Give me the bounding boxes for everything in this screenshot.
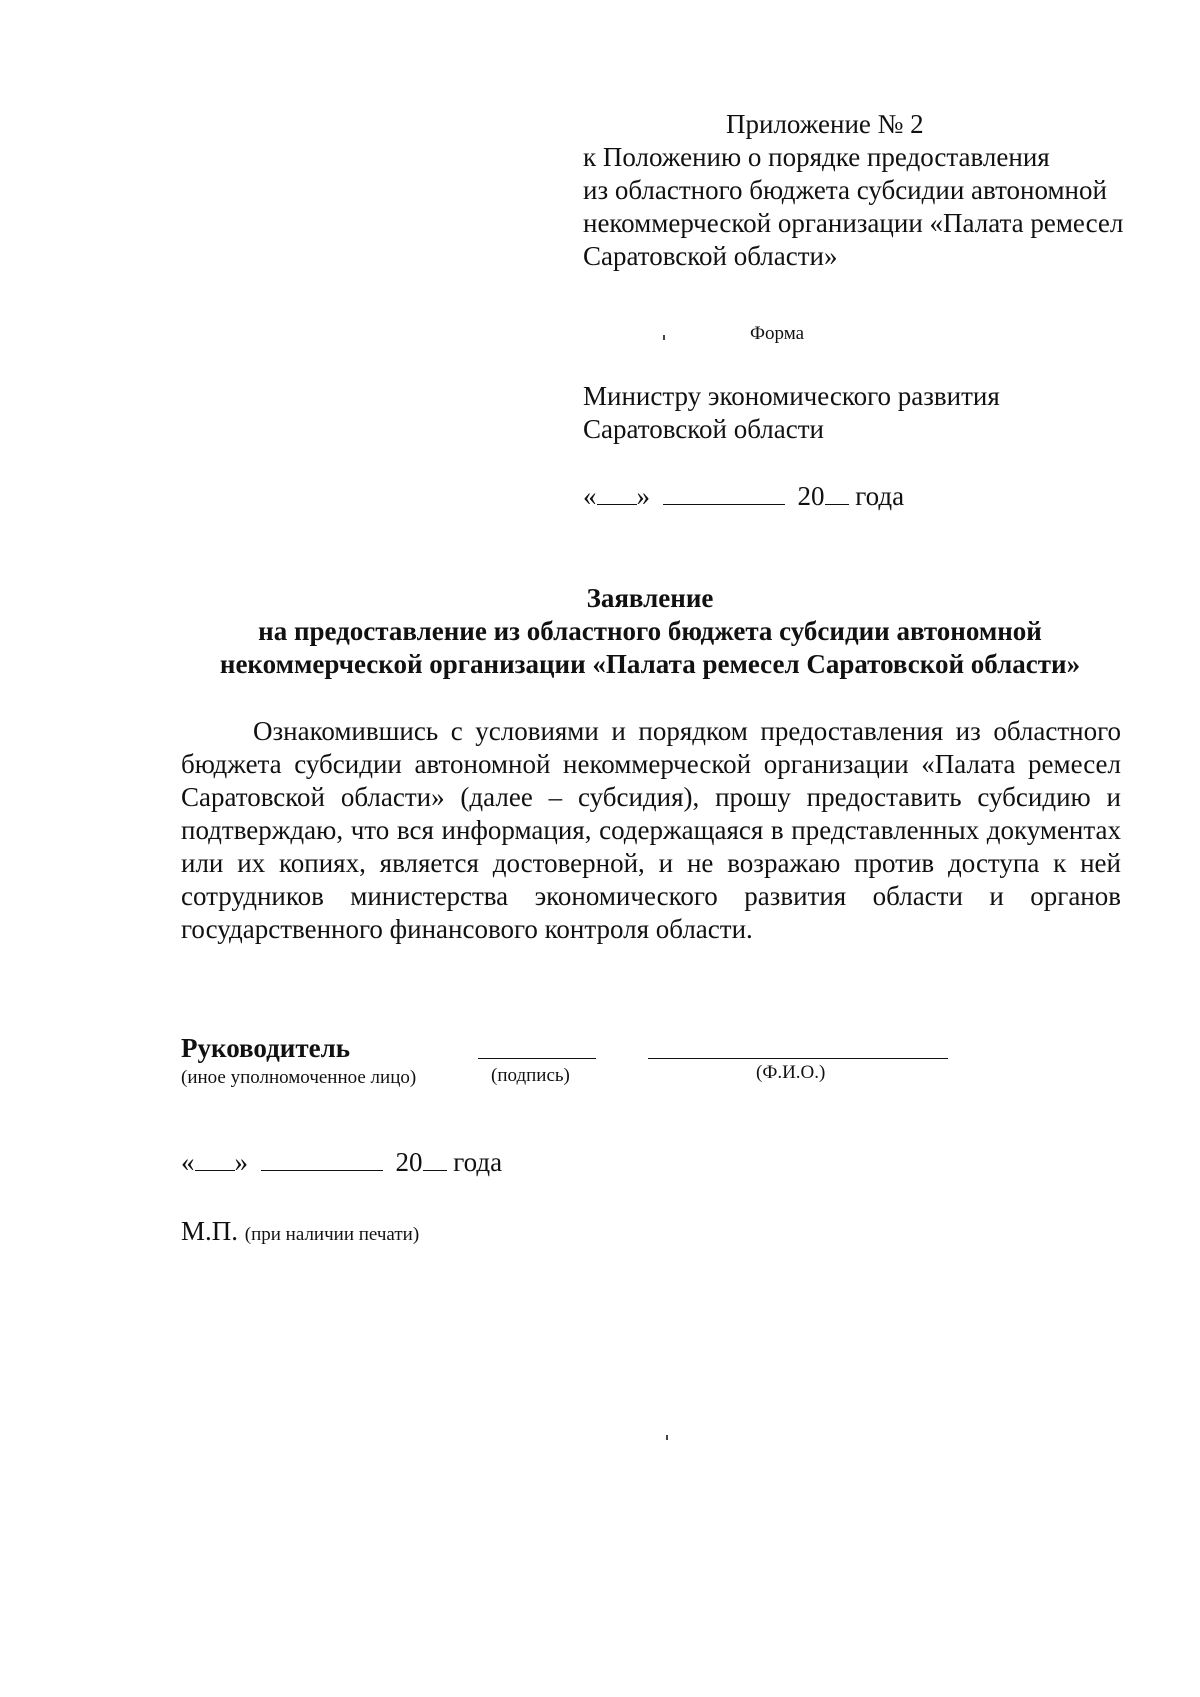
head-label: Руководитель (181, 1033, 351, 1063)
form-label: Форма (750, 323, 805, 344)
head-caption: (иное уполномоченное лицо) (181, 1067, 417, 1088)
month-blank (663, 482, 785, 505)
date-line-top (583, 481, 904, 512)
appendix-line: некоммерческой организации «Палата ремесел (583, 208, 1124, 238)
year-blank (423, 1148, 447, 1171)
stamp-note: (при наличии печати) (244, 1224, 420, 1245)
scan-speck (663, 335, 665, 340)
appendix-line: Саратовской области» (583, 241, 838, 271)
title-heading: Заявление (586, 583, 714, 613)
year-prefix: 20 (797, 481, 825, 511)
stamp-line (181, 1216, 419, 1247)
body-paragraph: Ознакомившись с условиями и порядком предоставления из областного бюджета субсидии автономной некоммерческой организации «Палата ремесел Саратовской области» (далее – субсидия), прошу предоставить субсидию и подтверждаю, что вся информация, содержащаяся в представленных документах или их копиях, является достоверной, и не возражаю против доступа к ней сотрудников министерства экономического развития области и органов государственного финансового контроля области. (181, 716, 1121, 944)
month-blank (261, 1148, 383, 1171)
date-line-bottom (181, 1147, 502, 1178)
addressee (583, 380, 1143, 446)
open-quote: « (583, 481, 597, 511)
addressee-line: Саратовской области (583, 414, 824, 444)
day-blank (597, 482, 637, 505)
year-word: года (855, 481, 905, 511)
addressee-line: Министру экономического развития (583, 381, 1000, 411)
day-blank (195, 1148, 235, 1171)
open-quote: « (181, 1147, 195, 1177)
close-quote: » (636, 481, 650, 511)
title-line: некоммерческой организации «Палата ремесел Саратовской области» (219, 649, 1081, 679)
document-title (150, 582, 1150, 681)
appendix-line: из областного бюджета субсидии автономной (583, 175, 1107, 205)
appendix-number: Приложение № 2 (726, 109, 924, 139)
year-blank (825, 482, 849, 505)
year-prefix: 20 (395, 1147, 423, 1177)
scan-speck (666, 1435, 668, 1440)
stamp-label: М.П. (181, 1216, 239, 1246)
appendix-line: к Положению о порядке предоставления (583, 142, 1050, 172)
close-quote: » (234, 1147, 248, 1177)
signature-caption: (подпись) (491, 1065, 570, 1086)
signature-line (478, 1058, 596, 1059)
appendix-header (583, 108, 1143, 273)
title-line: на предоставление из областного бюджета субсидии автономной (258, 616, 1042, 646)
full-name-line (648, 1058, 948, 1059)
year-word: года (453, 1147, 503, 1177)
name-caption: (Ф.И.О.) (756, 1062, 826, 1083)
